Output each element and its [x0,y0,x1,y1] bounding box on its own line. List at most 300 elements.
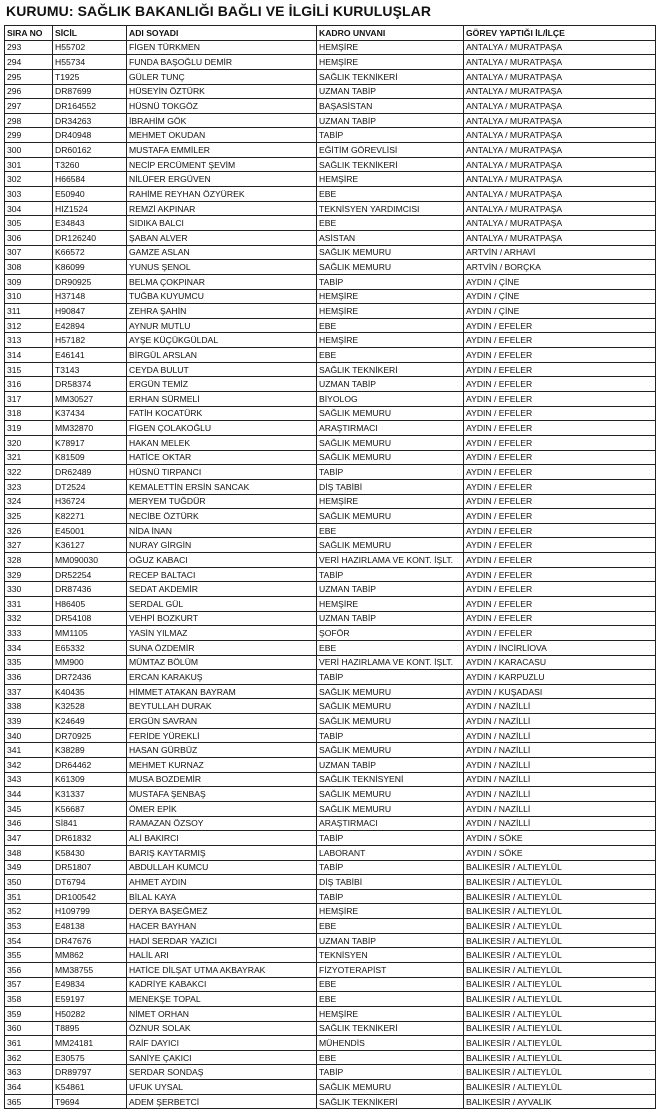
cell-gorev-il-ilce: AYDIN / İNCİRLİOVA [464,640,656,655]
cell-adi-soyadi: NURAY GİRGİN [127,538,317,553]
cell-sira-no: 321 [5,450,53,465]
cell-sicil: MM090030 [53,553,127,568]
cell-sira-no: 308 [5,260,53,275]
cell-sira-no: 349 [5,860,53,875]
cell-gorev-il-ilce: BALIKESİR / ALTIEYLÜL [464,889,656,904]
cell-gorev-il-ilce: BALIKESİR / ALTIEYLÜL [464,963,656,978]
cell-gorev-il-ilce: AYDIN / NAZİLLİ [464,816,656,831]
table-row [5,509,656,524]
cell-gorev-il-ilce: AYDIN / EFELER [464,611,656,626]
cell-adi-soyadi: RECEP BALTACI [127,567,317,582]
cell-adi-soyadi: MUSTAFA EMMİLER [127,143,317,158]
cell-adi-soyadi: AYŞE KÜÇÜKGÜLDAL [127,333,317,348]
cell-adi-soyadi: UFUK UYSAL [127,1080,317,1095]
cell-sicil: K24649 [53,714,127,729]
cell-sicil: E65332 [53,640,127,655]
table-row [5,919,656,934]
cell-kadro-unvani: HEMŞİRE [317,289,464,304]
cell-adi-soyadi: CEYDA BULUT [127,362,317,377]
cell-sira-no: 307 [5,245,53,260]
cell-gorev-il-ilce: BALIKESİR / ALTIEYLÜL [464,875,656,890]
cell-sira-no: 332 [5,611,53,626]
cell-adi-soyadi: FATİH KOCATÜRK [127,406,317,421]
cell-gorev-il-ilce: AYDIN / NAZİLLİ [464,728,656,743]
cell-sicil: E30575 [53,1050,127,1065]
cell-kadro-unvani: SAĞLIK TEKNİKERİ [317,1021,464,1036]
cell-adi-soyadi: AHMET AYDIN [127,875,317,890]
table-row [5,201,656,216]
table-row [5,304,656,319]
cell-gorev-il-ilce: BALIKESİR / ALTIEYLÜL [464,1021,656,1036]
cell-sira-no: 300 [5,143,53,158]
cell-gorev-il-ilce: AYDIN / EFELER [464,523,656,538]
cell-sira-no: 337 [5,684,53,699]
cell-kadro-unvani: TABİP [317,128,464,143]
cell-gorev-il-ilce: ANTALYA / MURATPAŞA [464,69,656,84]
cell-kadro-unvani: TEKNİSYEN YARDIMCISI [317,201,464,216]
cell-adi-soyadi: RAİF DAYICI [127,1036,317,1051]
cell-adi-soyadi: DERYA BAŞEĞMEZ [127,904,317,919]
cell-sicil: H50282 [53,1006,127,1021]
cell-sira-no: 356 [5,963,53,978]
cell-adi-soyadi: REMZİ AKPINAR [127,201,317,216]
cell-kadro-unvani: SAĞLIK TEKNİKERİ [317,362,464,377]
cell-sicil: MM900 [53,655,127,670]
cell-gorev-il-ilce: BALIKESİR / ALTIEYLÜL [464,933,656,948]
cell-sicil: E49834 [53,977,127,992]
cell-adi-soyadi: NİLÜFER ERGÜVEN [127,172,317,187]
cell-kadro-unvani: SAĞLIK MEMURU [317,435,464,450]
personnel-table [4,25,656,1109]
cell-kadro-unvani: SAĞLIK MEMURU [317,714,464,729]
cell-gorev-il-ilce: ANTALYA / MURATPAŞA [464,40,656,55]
cell-adi-soyadi: BİRGÜL ARSLAN [127,348,317,363]
cell-sicil: DR72436 [53,670,127,685]
cell-gorev-il-ilce: AYDIN / EFELER [464,538,656,553]
table-row [5,128,656,143]
cell-sicil: K81509 [53,450,127,465]
table-row [5,245,656,260]
cell-sicil: DR87436 [53,582,127,597]
cell-sicil: DR61832 [53,831,127,846]
table-row [5,889,656,904]
table-row [5,55,656,70]
table-row [5,377,656,392]
cell-kadro-unvani: HEMŞİRE [317,1006,464,1021]
cell-sira-no: 326 [5,523,53,538]
cell-adi-soyadi: NİDA İNAN [127,523,317,538]
cell-sira-no: 304 [5,201,53,216]
cell-sira-no: 359 [5,1006,53,1021]
cell-kadro-unvani: TABİP [317,465,464,480]
cell-sira-no: 314 [5,348,53,363]
cell-kadro-unvani: SAĞLIK MEMURU [317,787,464,802]
cell-sicil: K86099 [53,260,127,275]
cell-adi-soyadi: HACER BAYHAN [127,919,317,934]
cell-kadro-unvani: EBE [317,348,464,363]
cell-kadro-unvani: SAĞLIK TEKNİSYENİ [317,772,464,787]
table-row [5,113,656,128]
table-row [5,1050,656,1065]
table-row [5,494,656,509]
cell-gorev-il-ilce: AYDIN / EFELER [464,348,656,363]
cell-kadro-unvani: TEKNİSYEN [317,948,464,963]
cell-gorev-il-ilce: AYDIN / EFELER [464,362,656,377]
cell-adi-soyadi: BARIŞ KAYTARMIŞ [127,845,317,860]
cell-sira-no: 328 [5,553,53,568]
cell-adi-soyadi: NİMET ORHAN [127,1006,317,1021]
cell-kadro-unvani: BAŞASİSTAN [317,99,464,114]
cell-gorev-il-ilce: BALIKESİR / ALTIEYLÜL [464,1006,656,1021]
cell-gorev-il-ilce: AYDIN / ÇİNE [464,274,656,289]
cell-kadro-unvani: SAĞLIK TEKNİKERİ [317,69,464,84]
cell-kadro-unvani: SAĞLIK MEMURU [317,801,464,816]
cell-kadro-unvani: DİŞ TABİBİ [317,875,464,890]
cell-sira-no: 309 [5,274,53,289]
cell-kadro-unvani: TABİP [317,889,464,904]
table-row [5,992,656,1007]
cell-sicil: DR51807 [53,860,127,875]
cell-sicil: T9694 [53,1094,127,1109]
cell-adi-soyadi: VEHPİ BOZKURT [127,611,317,626]
cell-sicil: DR40948 [53,128,127,143]
table-row [5,289,656,304]
cell-kadro-unvani: LABORANT [317,845,464,860]
cell-adi-soyadi: ERHAN SÜRMELİ [127,392,317,407]
cell-gorev-il-ilce: AYDIN / EFELER [464,406,656,421]
cell-sicil: K82271 [53,509,127,524]
cell-adi-soyadi: HAKAN MELEK [127,435,317,450]
table-row [5,875,656,890]
cell-kadro-unvani: SAĞLIK TEKNİKERİ [317,157,464,172]
table-row [5,40,656,55]
cell-kadro-unvani: MÜHENDİS [317,1036,464,1051]
cell-adi-soyadi: ABDULLAH KUMCU [127,860,317,875]
cell-adi-soyadi: MEHMET OKUDAN [127,128,317,143]
cell-sicil: DR64462 [53,758,127,773]
cell-adi-soyadi: RAMAZAN ÖZSOY [127,816,317,831]
cell-sira-no: 295 [5,69,53,84]
cell-kadro-unvani: SAĞLIK MEMURU [317,1080,464,1095]
cell-adi-soyadi: MERYEM TUĞDÜR [127,494,317,509]
cell-sicil: K31337 [53,787,127,802]
cell-adi-soyadi: ÖMER EPİK [127,801,317,816]
cell-adi-soyadi: ERGÜN TEMİZ [127,377,317,392]
cell-sicil: DR62489 [53,465,127,480]
cell-adi-soyadi: SIDIKA BALCI [127,216,317,231]
cell-kadro-unvani: ASİSTAN [317,230,464,245]
cell-sira-no: 315 [5,362,53,377]
cell-gorev-il-ilce: ANTALYA / MURATPAŞA [464,55,656,70]
cell-sicil: DR58374 [53,377,127,392]
cell-gorev-il-ilce: BALIKESİR / ALTIEYLÜL [464,948,656,963]
table-row [5,187,656,202]
cell-sicil: DR60162 [53,143,127,158]
table-row [5,318,656,333]
cell-kadro-unvani: SAĞLIK MEMURU [317,245,464,260]
table-row [5,684,656,699]
cell-sira-no: 311 [5,304,53,319]
cell-sicil: E46141 [53,348,127,363]
cell-sicil: E50940 [53,187,127,202]
cell-sicil: MM38755 [53,963,127,978]
cell-sira-no: 364 [5,1080,53,1095]
cell-sira-no: 312 [5,318,53,333]
cell-adi-soyadi: ERCAN KARAKUŞ [127,670,317,685]
cell-sicil: E34843 [53,216,127,231]
cell-kadro-unvani: SAĞLIK MEMURU [317,260,464,275]
cell-adi-soyadi: ERGÜN SAVRAN [127,714,317,729]
table-row [5,772,656,787]
table-row [5,758,656,773]
table-row [5,743,656,758]
cell-sira-no: 320 [5,435,53,450]
cell-gorev-il-ilce: BALIKESİR / ALTIEYLÜL [464,904,656,919]
cell-kadro-unvani: EBE [317,919,464,934]
cell-kadro-unvani: UZMAN TABİP [317,582,464,597]
table-row [5,670,656,685]
cell-adi-soyadi: FUNDA BAŞOĞLU DEMİR [127,55,317,70]
cell-adi-soyadi: KEMALETTİN ERSİN SANCAK [127,479,317,494]
cell-sira-no: 329 [5,567,53,582]
cell-sicil: K56687 [53,801,127,816]
cell-gorev-il-ilce: AYDIN / EFELER [464,596,656,611]
cell-sira-no: 313 [5,333,53,348]
cell-adi-soyadi: FERİDE YÜREKLİ [127,728,317,743]
table-row [5,69,656,84]
cell-gorev-il-ilce: AYDIN / KUŞADASI [464,684,656,699]
table-row [5,567,656,582]
cell-adi-soyadi: BEYTULLAH DURAK [127,699,317,714]
table-row [5,553,656,568]
table-row [5,157,656,172]
table-row [5,596,656,611]
cell-sicil: DT6794 [53,875,127,890]
table-row [5,787,656,802]
cell-sira-no: 342 [5,758,53,773]
cell-sicil: K32528 [53,699,127,714]
table-row [5,611,656,626]
cell-sira-no: 318 [5,406,53,421]
cell-kadro-unvani: UZMAN TABİP [317,933,464,948]
cell-kadro-unvani: TABİP [317,274,464,289]
cell-kadro-unvani: TABİP [317,567,464,582]
table-row [5,845,656,860]
page-title: KURUMU: SAĞLIK BAKANLIĞI BAĞLI VE İLGİLİ KURULUŞLAR [6,3,432,19]
cell-gorev-il-ilce: AYDIN / ÇİNE [464,304,656,319]
cell-sira-no: 336 [5,670,53,685]
cell-adi-soyadi: BELMA ÇOKPINAR [127,274,317,289]
cell-sicil: MM1105 [53,626,127,641]
table-row [5,714,656,729]
cell-sira-no: 293 [5,40,53,55]
cell-sicil: T1925 [53,69,127,84]
cell-adi-soyadi: İBRAHİM GÖK [127,113,317,128]
cell-gorev-il-ilce: ANTALYA / MURATPAŞA [464,172,656,187]
cell-adi-soyadi: HİMMET ATAKAN BAYRAM [127,684,317,699]
cell-sira-no: 335 [5,655,53,670]
cell-adi-soyadi: FİGEN ÇOLAKOĞLU [127,421,317,436]
cell-adi-soyadi: OĞUZ KABACI [127,553,317,568]
table-row [5,831,656,846]
cell-kadro-unvani: EBE [317,523,464,538]
table-row [5,977,656,992]
cell-sira-no: 348 [5,845,53,860]
cell-sira-no: 333 [5,626,53,641]
table-row [5,801,656,816]
table-row [5,640,656,655]
cell-sicil: K58430 [53,845,127,860]
cell-kadro-unvani: HEMŞİRE [317,172,464,187]
cell-sicil: DR54108 [53,611,127,626]
cell-sira-no: 322 [5,465,53,480]
cell-sicil: DR47676 [53,933,127,948]
cell-sira-no: 319 [5,421,53,436]
cell-sicil: Sİ841 [53,816,127,831]
cell-sicil: E48138 [53,919,127,934]
cell-sira-no: 297 [5,99,53,114]
cell-sira-no: 303 [5,187,53,202]
cell-gorev-il-ilce: AYDIN / EFELER [464,450,656,465]
cell-adi-soyadi: NECİP ERCÜMENT ŞEVİM [127,157,317,172]
cell-sicil: T3260 [53,157,127,172]
cell-sicil: K36127 [53,538,127,553]
cell-gorev-il-ilce: AYDIN / EFELER [464,494,656,509]
cell-sira-no: 360 [5,1021,53,1036]
cell-gorev-il-ilce: AYDIN / EFELER [464,509,656,524]
cell-sicil: K78917 [53,435,127,450]
cell-kadro-unvani: HEMŞİRE [317,304,464,319]
cell-gorev-il-ilce: AYDIN / EFELER [464,465,656,480]
cell-kadro-unvani: SAĞLIK MEMURU [317,538,464,553]
cell-sira-no: 298 [5,113,53,128]
table-row [5,816,656,831]
cell-gorev-il-ilce: ANTALYA / MURATPAŞA [464,201,656,216]
cell-sira-no: 339 [5,714,53,729]
cell-adi-soyadi: SERDAL GÜL [127,596,317,611]
cell-gorev-il-ilce: AYDIN / NAZİLLİ [464,714,656,729]
cell-kadro-unvani: HEMŞİRE [317,904,464,919]
cell-sicil: H55702 [53,40,127,55]
table-row [5,523,656,538]
cell-kadro-unvani: UZMAN TABİP [317,377,464,392]
cell-adi-soyadi: HÜSNÜ TIRPANCI [127,465,317,480]
cell-sira-no: 294 [5,55,53,70]
cell-kadro-unvani: UZMAN TABİP [317,758,464,773]
cell-sicil: K38289 [53,743,127,758]
cell-kadro-unvani: EBE [317,640,464,655]
cell-sira-no: 343 [5,772,53,787]
table-row [5,860,656,875]
table-row [5,582,656,597]
cell-gorev-il-ilce: AYDIN / EFELER [464,377,656,392]
table-row [5,948,656,963]
cell-sira-no: 327 [5,538,53,553]
cell-adi-soyadi: ADEM ŞERBETCİ [127,1094,317,1109]
table-header-row [5,26,656,41]
cell-adi-soyadi: GAMZE ASLAN [127,245,317,260]
cell-kadro-unvani: EBE [317,318,464,333]
cell-kadro-unvani: VERİ HAZIRLAMA VE KONT. İŞLT. [317,655,464,670]
table-row [5,172,656,187]
cell-gorev-il-ilce: AYDIN / EFELER [464,333,656,348]
cell-adi-soyadi: ALİ BAKIRCI [127,831,317,846]
cell-gorev-il-ilce: BALIKESİR / ALTIEYLÜL [464,1080,656,1095]
cell-adi-soyadi: HASAN GÜRBÜZ [127,743,317,758]
cell-adi-soyadi: HÜSNÜ TOKGÖZ [127,99,317,114]
cell-gorev-il-ilce: AYDIN / NAZİLLİ [464,772,656,787]
cell-gorev-il-ilce: AYDIN / KARPUZLU [464,670,656,685]
table-row [5,99,656,114]
cell-sira-no: 351 [5,889,53,904]
cell-gorev-il-ilce: ARTVİN / BORÇKA [464,260,656,275]
cell-adi-soyadi: ŞABAN ALVER [127,230,317,245]
cell-kadro-unvani: TABİP [317,1065,464,1080]
cell-sicil: DR87699 [53,84,127,99]
table-row [5,1080,656,1095]
cell-sicil: DR70925 [53,728,127,743]
cell-kadro-unvani: EBE [317,992,464,1007]
table-row [5,362,656,377]
cell-adi-soyadi: YASİN YILMAZ [127,626,317,641]
cell-sicil: H109799 [53,904,127,919]
table-row [5,274,656,289]
cell-sicil: MM24181 [53,1036,127,1051]
cell-adi-soyadi: MUSA BOZDEMİR [127,772,317,787]
cell-kadro-unvani: TABİP [317,728,464,743]
cell-sicil: H86405 [53,596,127,611]
table-row [5,435,656,450]
cell-sicil: HIZ1524 [53,201,127,216]
cell-sicil: DT2524 [53,479,127,494]
cell-kadro-unvani: SAĞLIK TEKNİKERİ [317,1094,464,1109]
table-row [5,216,656,231]
cell-kadro-unvani: HEMŞİRE [317,333,464,348]
cell-kadro-unvani: FİZYOTERAPİST [317,963,464,978]
cell-sira-no: 363 [5,1065,53,1080]
cell-kadro-unvani: VERİ HAZIRLAMA VE KONT. İŞLT. [317,553,464,568]
cell-kadro-unvani: EBE [317,1050,464,1065]
cell-kadro-unvani: SAĞLIK MEMURU [317,450,464,465]
cell-kadro-unvani: SAĞLIK MEMURU [317,743,464,758]
cell-kadro-unvani: DİŞ TABİBİ [317,479,464,494]
cell-adi-soyadi: ÖZNUR SOLAK [127,1021,317,1036]
cell-kadro-unvani: UZMAN TABİP [317,113,464,128]
table-row [5,655,656,670]
cell-gorev-il-ilce: AYDIN / EFELER [464,582,656,597]
cell-gorev-il-ilce: BALIKESİR / ALTIEYLÜL [464,977,656,992]
cell-sira-no: 346 [5,816,53,831]
table-row [5,348,656,363]
cell-gorev-il-ilce: ANTALYA / MURATPAŞA [464,84,656,99]
cell-sira-no: 352 [5,904,53,919]
cell-gorev-il-ilce: BALIKESİR / ALTIEYLÜL [464,1050,656,1065]
cell-gorev-il-ilce: AYDIN / NAZİLLİ [464,801,656,816]
cell-gorev-il-ilce: BALIKESİR / ALTIEYLÜL [464,919,656,934]
cell-adi-soyadi: HALİL ARI [127,948,317,963]
cell-sira-no: 344 [5,787,53,802]
cell-sicil: K37434 [53,406,127,421]
cell-gorev-il-ilce: AYDIN / EFELER [464,435,656,450]
table-row [5,1021,656,1036]
cell-kadro-unvani: HEMŞİRE [317,55,464,70]
cell-adi-soyadi: ZEHRA ŞAHİN [127,304,317,319]
cell-adi-soyadi: RAHİME REYHAN ÖZYÜREK [127,187,317,202]
cell-adi-soyadi: HATİCE OKTAR [127,450,317,465]
table-row [5,143,656,158]
cell-sira-no: 365 [5,1094,53,1109]
cell-sira-no: 334 [5,640,53,655]
